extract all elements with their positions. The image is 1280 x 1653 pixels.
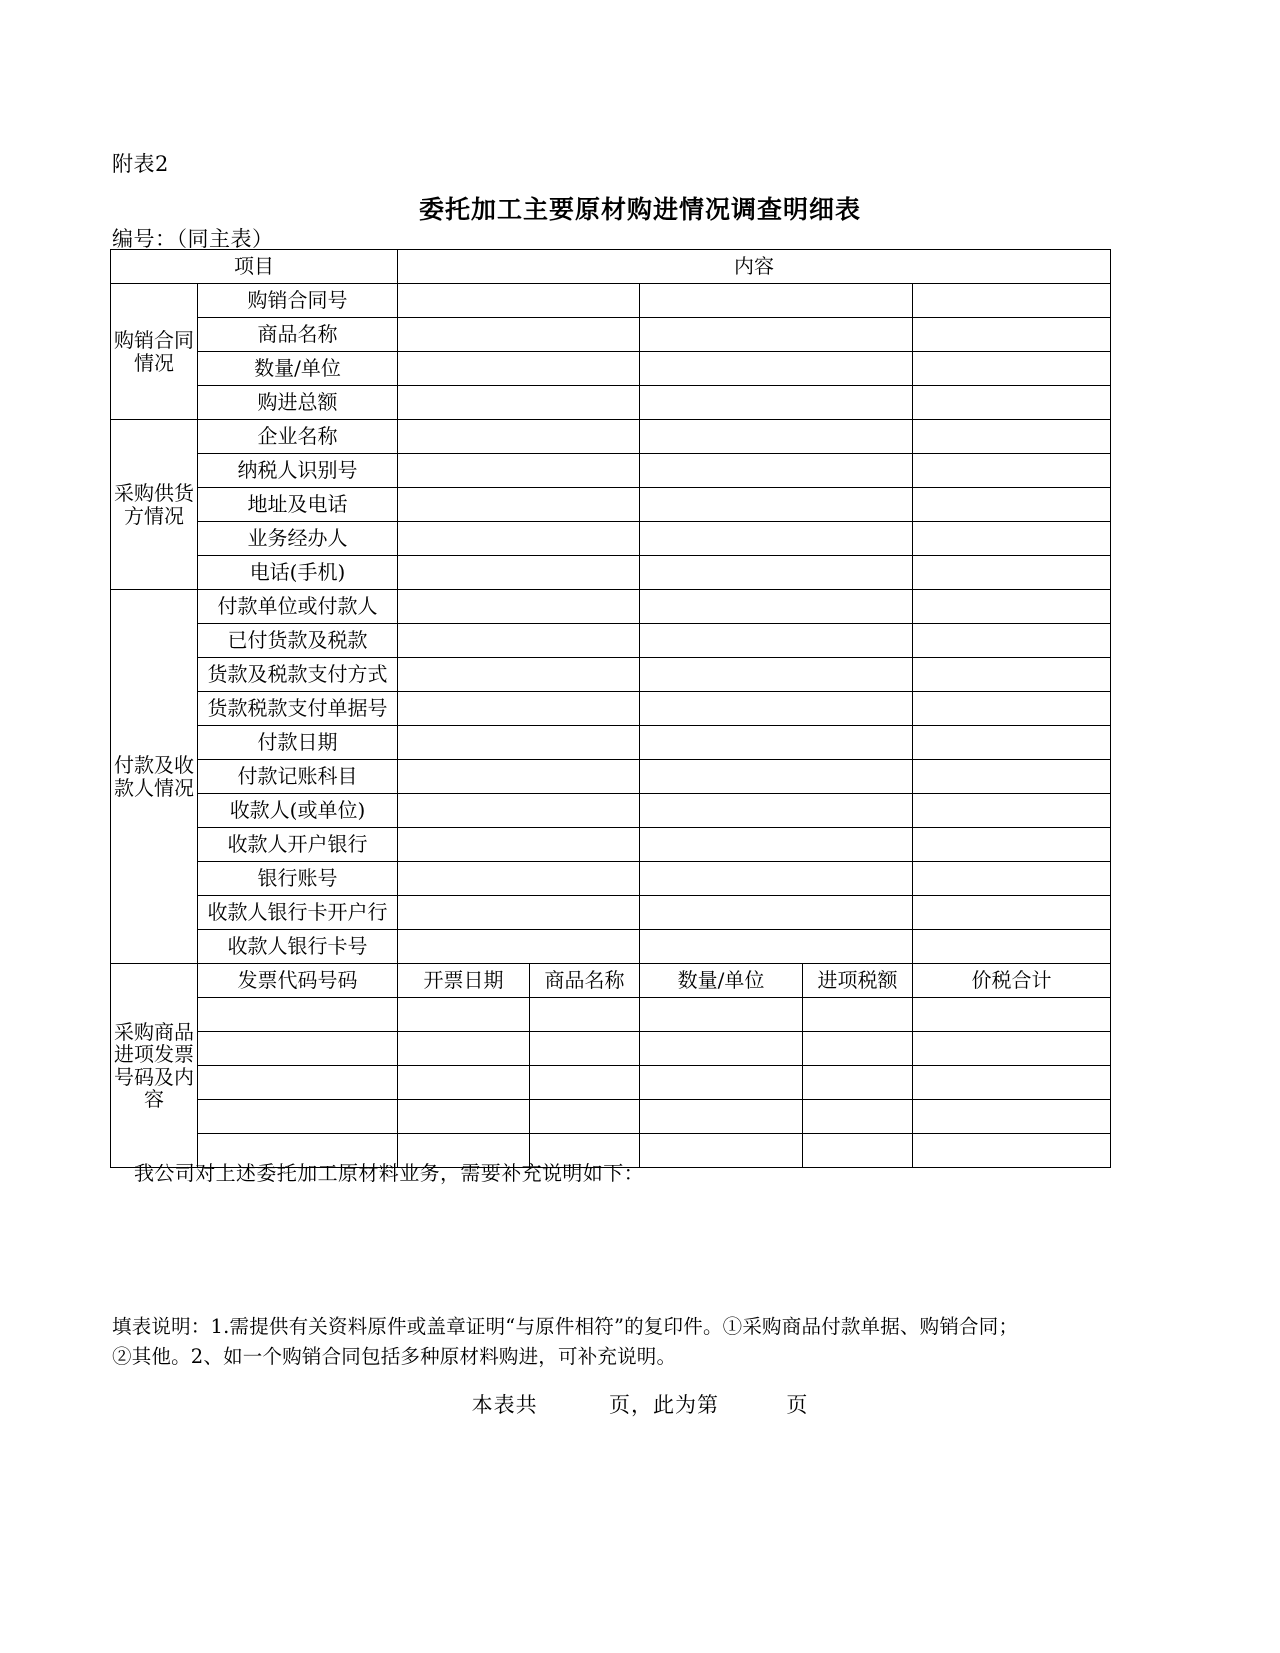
row-label-2-7: 收款人开户银行 [198,828,398,862]
value-cell[interactable] [398,590,640,624]
value-cell[interactable] [913,692,1111,726]
invoice-cell[interactable] [198,1032,398,1066]
row-label-2-3: 货款税款支付单据号 [198,692,398,726]
value-cell[interactable] [398,658,640,692]
value-cell[interactable] [640,624,913,658]
invoice-column-header-4: 进项税额 [803,964,913,998]
invoice-cell[interactable] [640,998,803,1032]
row-label-2-9: 收款人银行卡开户行 [198,896,398,930]
invoice-cell[interactable] [530,1066,640,1100]
value-cell[interactable] [398,828,640,862]
value-cell[interactable] [913,590,1111,624]
value-cell[interactable] [640,284,913,318]
table-row [111,828,1111,862]
section-label-2: 付款及收款人情况 [111,590,198,964]
page-count-suffix: 页 [786,1393,809,1417]
value-cell[interactable] [640,488,913,522]
table-row [111,726,1111,760]
table-row [111,284,1111,318]
table-row [111,386,1111,420]
value-cell[interactable] [398,624,640,658]
row-label-2-6: 收款人(或单位) [198,794,398,828]
value-cell[interactable] [913,556,1111,590]
invoice-cell[interactable] [398,1100,530,1134]
table-row [111,692,1111,726]
invoice-cell[interactable] [640,1066,803,1100]
invoice-data-row [111,1100,1111,1134]
table-row [111,760,1111,794]
value-cell[interactable] [398,760,640,794]
value-cell[interactable] [913,284,1111,318]
section-label-0: 购销合同情况 [111,284,198,420]
row-label-0-1: 商品名称 [198,318,398,352]
invoice-cell[interactable] [198,998,398,1032]
table-row [111,794,1111,828]
value-cell[interactable] [640,522,913,556]
invoice-cell[interactable] [398,998,530,1032]
header-cell-content: 内容 [398,250,1111,284]
invoice-cell[interactable] [803,998,913,1032]
invoice-cell[interactable] [398,1066,530,1100]
value-cell[interactable] [640,386,913,420]
table-row [111,658,1111,692]
value-cell[interactable] [398,556,640,590]
table-row [111,352,1111,386]
value-cell[interactable] [640,454,913,488]
row-label-2-8: 银行账号 [198,862,398,896]
row-label-1-3: 业务经办人 [198,522,398,556]
table-row [111,454,1111,488]
invoice-cell[interactable] [913,1134,1111,1168]
invoice-cell[interactable] [640,1032,803,1066]
value-cell[interactable] [398,318,640,352]
value-cell[interactable] [640,760,913,794]
value-cell[interactable] [913,760,1111,794]
value-cell[interactable] [398,692,640,726]
fill-instructions-line-2: ②其他。2、如一个购销合同包括多种原材料购进，可补充说明。 [112,1345,677,1369]
invoice-cell[interactable] [530,998,640,1032]
invoice-cell[interactable] [198,1066,398,1100]
serial-number-label: 编号：（同主表） [112,227,274,251]
table-row [111,590,1111,624]
value-cell[interactable] [398,352,640,386]
value-cell[interactable] [640,930,913,964]
row-label-1-4: 电话(手机) [198,556,398,590]
value-cell[interactable] [913,522,1111,556]
value-cell[interactable] [398,794,640,828]
value-cell[interactable] [913,352,1111,386]
value-cell[interactable] [398,896,640,930]
page-title: 委托加工主要原材购进情况调查明细表 [418,195,861,224]
table-row [111,556,1111,590]
invoice-column-header-5: 价税合计 [913,964,1111,998]
value-cell[interactable] [640,726,913,760]
value-cell[interactable] [640,692,913,726]
row-label-2-2: 货款及税款支付方式 [198,658,398,692]
value-cell[interactable] [640,420,913,454]
table-row [111,624,1111,658]
row-label-1-1: 纳税人识别号 [198,454,398,488]
invoice-cell[interactable] [640,1134,803,1168]
invoice-cell[interactable] [530,1032,640,1066]
value-cell[interactable] [398,862,640,896]
value-cell[interactable] [913,896,1111,930]
value-cell[interactable] [398,488,640,522]
value-cell[interactable] [913,624,1111,658]
invoice-cell[interactable] [913,998,1111,1032]
row-label-0-3: 购进总额 [198,386,398,420]
header-cell-item: 项目 [111,250,398,284]
attachment-number: 附表2 [112,152,169,176]
value-cell[interactable] [913,862,1111,896]
value-cell[interactable] [913,828,1111,862]
value-cell[interactable] [640,658,913,692]
value-cell[interactable] [398,726,640,760]
row-label-1-0: 企业名称 [198,420,398,454]
row-label-1-2: 地址及电话 [198,488,398,522]
invoice-cell[interactable] [803,1100,913,1134]
main-form-table-wrapper [110,249,1110,1168]
invoice-data-row [111,1066,1111,1100]
invoice-cell[interactable] [913,1032,1111,1066]
value-cell[interactable] [640,556,913,590]
table-row [111,522,1111,556]
value-cell[interactable] [398,386,640,420]
value-cell[interactable] [398,454,640,488]
table-header-row [111,250,1111,284]
page-count-line [0,1389,1280,1419]
row-label-2-4: 付款日期 [198,726,398,760]
value-cell[interactable] [913,658,1111,692]
value-cell[interactable] [913,420,1111,454]
value-cell[interactable] [640,828,913,862]
value-cell[interactable] [398,284,640,318]
value-cell[interactable] [913,386,1111,420]
value-cell[interactable] [913,318,1111,352]
row-label-2-10: 收款人银行卡号 [198,930,398,964]
main-form-table [110,249,1111,1168]
invoice-column-header-3: 数量/单位 [640,964,803,998]
value-cell[interactable] [913,794,1111,828]
invoice-section-label: 采购商品进项发票号码及内容 [111,964,198,1168]
value-cell[interactable] [398,930,640,964]
invoice-column-header-0: 发票代码号码 [198,964,398,998]
table-row [111,896,1111,930]
table-row [111,930,1111,964]
value-cell[interactable] [640,318,913,352]
invoice-header-row [111,964,1111,998]
value-cell[interactable] [640,352,913,386]
value-cell[interactable] [398,522,640,556]
page-count-prefix: 本表共 [471,1393,538,1417]
section-label-1: 采购供货方情况 [111,420,198,590]
invoice-column-header-2: 商品名称 [530,964,640,998]
value-cell[interactable] [640,896,913,930]
invoice-column-header-1: 开票日期 [398,964,530,998]
row-label-2-5: 付款记账科目 [198,760,398,794]
value-cell[interactable] [398,420,640,454]
table-row [111,862,1111,896]
invoice-cell[interactable] [398,1032,530,1066]
value-cell[interactable] [913,930,1111,964]
invoice-cell[interactable] [803,1066,913,1100]
row-label-0-0: 购销合同号 [198,284,398,318]
invoice-cell[interactable] [198,1100,398,1134]
invoice-data-row [111,1032,1111,1066]
value-cell[interactable] [640,862,913,896]
invoice-cell[interactable] [803,1032,913,1066]
row-label-2-0: 付款单位或付款人 [198,590,398,624]
table-row [111,420,1111,454]
page-count-middle: 页，此为第 [609,1393,719,1417]
invoice-cell[interactable] [913,1100,1111,1134]
value-cell[interactable] [640,590,913,624]
value-cell[interactable] [913,488,1111,522]
table-row [111,488,1111,522]
row-label-2-1: 已付货款及税款 [198,624,398,658]
supplement-statement: 我公司对上述委托加工原材料业务，需要补充说明如下： [134,1161,644,1185]
fill-instructions-line-1: 填表说明：1.需提供有关资料原件或盖章证明“与原件相符”的复印件。①采购商品付款单据、购销合同； [112,1315,1019,1338]
invoice-data-row [111,998,1111,1032]
value-cell[interactable] [913,726,1111,760]
value-cell[interactable] [640,794,913,828]
invoice-cell[interactable] [913,1066,1111,1100]
invoice-cell[interactable] [640,1100,803,1134]
invoice-cell[interactable] [803,1134,913,1168]
invoice-cell[interactable] [530,1100,640,1134]
table-row [111,318,1111,352]
fill-instructions [112,1312,1112,1372]
value-cell[interactable] [913,454,1111,488]
row-label-0-2: 数量/单位 [198,352,398,386]
